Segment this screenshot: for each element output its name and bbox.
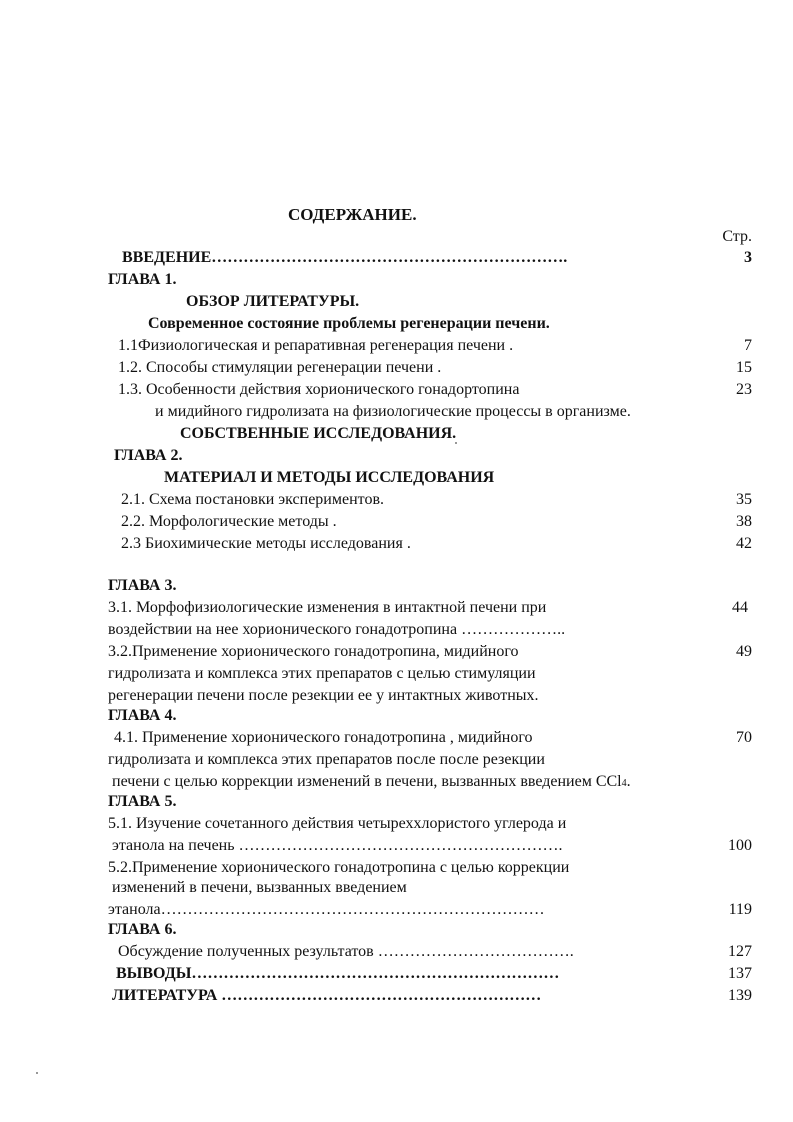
toc-entry-conclusions: ВЫВОДЫ……………………………………………………………	[116, 965, 560, 982]
toc-entry-2-1: 2.1. Схема постановки экспериментов.	[121, 491, 384, 508]
section-heading-own: СОБСТВЕННЫЕ ИССЛЕДОВАНИЯ.	[180, 425, 457, 442]
chapter-heading-1: ГЛАВА 1.	[108, 271, 177, 288]
toc-page-discussion: 127	[728, 943, 752, 960]
toc-entry-1-2: 1.2. Способы стимуляции регенерации печени .	[118, 359, 442, 376]
toc-entry-5-1: 5.1. Изучение сочетанного действия четыреххлористого углерода и	[108, 815, 567, 832]
toc-entry-4-1-cont1: гидролизата и комплекса этих препаратов после после резекции	[108, 751, 545, 768]
toc-page-1-2: 15	[736, 359, 752, 376]
toc-page-2-3: 42	[736, 535, 752, 552]
page-title: СОДЕРЖАНИЕ.	[288, 205, 417, 224]
toc-entry-discussion: Обсуждение полученных результатов ……………………………….	[118, 943, 574, 960]
toc-entry-3-2-cont1: гидролизата и комплекса этих препаратов с целью стимуляции	[108, 665, 536, 682]
toc-page-5-1: 100	[728, 837, 752, 854]
chapter-heading-4: ГЛАВА 4.	[108, 707, 177, 724]
page-column-label: Стр.	[722, 228, 752, 245]
toc-entry-4-1-cont2	[112, 772, 631, 794]
toc-entry-2-3: 2.3 Биохимические методы исследования .	[121, 535, 411, 552]
toc-page-1-1: 7	[744, 337, 752, 354]
chapter-heading-5: ГЛАВА 5.	[108, 793, 177, 810]
toc-entry-5-2-cont1: изменений в печени, вызванных введением	[112, 879, 407, 896]
toc-page-1-3: 23	[736, 381, 752, 398]
subscript-4: 4	[621, 778, 627, 789]
toc-entry-3-2: 3.2.Применение хорионического гонадотропина, мидийного	[108, 643, 519, 660]
toc-page-2-1: 35	[736, 491, 752, 508]
toc-entry-4-1-cont2-end: .	[626, 773, 631, 790]
toc-entry-3-2-cont2: регенерации печени после резекции ее у интактных животных.	[108, 687, 539, 704]
toc-entry-intro: ВВЕДЕНИЕ………………………………………………………….	[122, 249, 568, 266]
chapter-heading-6: ГЛАВА 6.	[108, 921, 177, 938]
toc-page-3-2: 49	[736, 643, 752, 660]
toc-page-2-2: 38	[736, 513, 752, 530]
toc-entry-5-1-cont: этанола на печень …………………………………………………….	[112, 837, 563, 854]
toc-page-intro: 3	[744, 249, 752, 266]
section-heading-materials: МАТЕРИАЛ И МЕТОДЫ ИССЛЕДОВАНИЯ	[164, 469, 495, 486]
toc-page-literature: 139	[728, 987, 752, 1004]
scan-speck	[455, 442, 457, 444]
chapter-heading-2: ГЛАВА 2.	[114, 447, 183, 464]
chapter-heading-3: ГЛАВА 3.	[108, 577, 177, 594]
toc-entry-2-2: 2.2. Морфологические методы .	[121, 513, 337, 530]
toc-entry-1-3-cont: и мидийного гидролизата на физиологические процессы в организме.	[155, 403, 631, 420]
toc-entry-1-3: 1.3. Особенности действия хорионического гонадортопина	[118, 381, 520, 398]
scan-speck	[36, 1072, 38, 1074]
toc-entry-5-2: 5.2.Применение хорионического гонадотропина с целью коррекции	[108, 859, 570, 876]
toc-entry-4-1-cont2-text: печени с целью коррекции изменений в печени, вызванных введением CCl	[112, 773, 622, 790]
toc-page-conclusions: 137	[728, 965, 752, 982]
toc-page-3-1: 44	[732, 599, 748, 616]
toc-entry-1-1: 1.1Физиологическая и репаративная регенерация печени .	[118, 337, 514, 354]
section-heading-review: ОБЗОР ЛИТЕРАТУРЫ.	[186, 293, 360, 310]
toc-page-4-1: 70	[736, 729, 752, 746]
toc-entry-3-1-cont: воздействии на нее хорионического гонадотропина ………………..	[108, 621, 566, 638]
toc-page-5-2: 119	[728, 901, 752, 918]
toc-entry-3-1: 3.1. Морфофизиологические изменения в интактной печени при	[108, 599, 547, 616]
section-subheading-modern: Современное состояние проблемы регенерации печени.	[148, 315, 550, 332]
toc-entry-5-2-cont2: этанола………………………………………………………………	[108, 901, 545, 918]
toc-entry-4-1: 4.1. Применение хорионического гонадотропина , мидийного	[114, 729, 533, 746]
toc-entry-literature: ЛИТЕРАТУРА ……………………………………………………	[112, 987, 542, 1004]
